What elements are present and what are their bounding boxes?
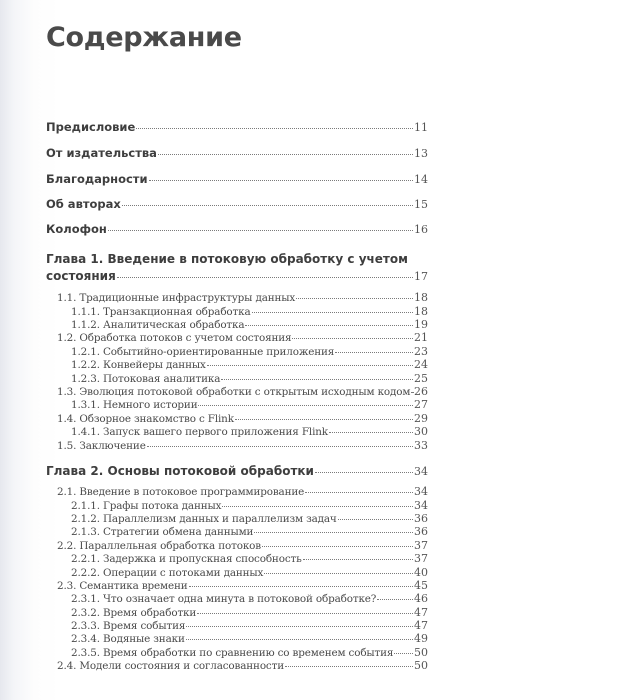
dot-leader <box>198 405 413 406</box>
page-number: 16 <box>414 223 428 236</box>
page-number: 50 <box>414 646 428 659</box>
page-number: 34 <box>414 499 428 512</box>
page-number: 34 <box>414 465 428 478</box>
page-number: 11 <box>414 121 428 134</box>
entry-label: 1.3.1. Немного истории <box>71 399 198 411</box>
entry-label: 1.2.3. Потоковая аналитика <box>71 373 221 385</box>
page-number: 45 <box>414 579 428 592</box>
dot-leader <box>285 666 413 667</box>
dot-leader <box>264 573 413 574</box>
toc-subsection-item[interactable] <box>71 646 428 659</box>
dot-leader <box>305 492 413 493</box>
entry-label: 1.1. Традиционные инфраструктуры данных <box>57 292 296 304</box>
entry-label: 1.3. Эволюция потоковой обработки с открытым исходным кодом <box>57 386 411 398</box>
page-number: 47 <box>414 619 428 632</box>
page-number: 14 <box>414 173 428 186</box>
entry-label: Предисловие <box>46 120 136 134</box>
page-number: 19 <box>414 318 428 331</box>
toc-section-item[interactable] <box>57 412 428 425</box>
entry-label: От издательства <box>46 146 157 160</box>
entry-label: 2.2.2. Операции с потоками данных <box>71 567 264 579</box>
entry-label: 2.1.1. Графы потока данных <box>71 500 222 512</box>
entry-label: 1.4.1. Запуск вашего первого приложения Flink <box>71 426 328 438</box>
toc-subsection-item[interactable] <box>71 512 428 525</box>
entry-label: 1.1.1. Транзакционная обработка <box>71 306 251 318</box>
entry-label: 2.1. Введение в потоковое программирование <box>57 486 305 498</box>
dot-leader <box>222 506 413 507</box>
entry-label: Глава 2. Основы потоковой обработки <box>46 464 314 478</box>
entry-label: 1.1.2. Аналитическая обработка <box>71 319 245 331</box>
page-number: 17 <box>414 270 428 283</box>
entry-label: Благодарности <box>46 172 148 186</box>
chapter-title: Глава 1. Введение в потоковую обработку с учетом <box>46 252 408 266</box>
page-number: 21 <box>414 331 428 344</box>
dot-leader <box>147 446 413 447</box>
toc-subsection-item[interactable] <box>71 398 428 411</box>
toc-subsection-item[interactable] <box>71 358 428 371</box>
toc-subsection-item[interactable] <box>71 592 428 605</box>
entry-label: 2.3.5. Время обработки по сравнению со временем события <box>71 647 394 659</box>
page-number: 49 <box>414 632 428 645</box>
page-number: 47 <box>414 606 428 619</box>
toc-subsection-item[interactable] <box>71 619 428 632</box>
dot-leader <box>207 365 413 366</box>
page-number: 18 <box>414 305 428 318</box>
page-number: 25 <box>414 372 428 385</box>
toc-chapter-item[interactable] <box>46 269 428 283</box>
page-number: 15 <box>414 198 428 211</box>
page-number: 24 <box>414 358 428 371</box>
page-number: 13 <box>414 147 428 160</box>
toc-section-item[interactable] <box>57 385 428 398</box>
dot-leader <box>315 472 413 473</box>
entry-label: 1.2.1. Событийно-ориентированные приложения <box>71 346 335 358</box>
entry-label: состояния <box>46 269 116 283</box>
dot-leader <box>245 325 413 326</box>
dot-leader <box>149 180 413 181</box>
page-number: 34 <box>414 485 428 498</box>
toc-front-matter-item[interactable] <box>46 146 428 160</box>
dot-leader <box>186 639 413 640</box>
entry-label: 2.3.1. Что означает одна минута в потоковой обработке? <box>71 593 377 605</box>
toc-section-item[interactable] <box>57 659 428 672</box>
toc-subsection-item[interactable] <box>71 305 428 318</box>
toc-subsection-item[interactable] <box>71 425 428 438</box>
dot-leader <box>262 546 413 547</box>
page-number: 18 <box>414 291 428 304</box>
dot-leader <box>292 338 413 339</box>
dot-leader <box>394 653 413 654</box>
toc-subsection-item[interactable] <box>71 318 428 331</box>
dot-leader <box>122 205 413 206</box>
dot-leader <box>235 419 413 420</box>
toc-subsection-item[interactable] <box>71 372 428 385</box>
toc-section-item[interactable] <box>57 579 428 592</box>
dot-leader <box>303 559 413 560</box>
page-number: 29 <box>414 412 428 425</box>
dot-leader <box>136 128 413 129</box>
toc-subsection-item[interactable] <box>71 499 428 512</box>
dot-leader <box>117 277 413 278</box>
entry-label: 2.3.2. Время обработки <box>71 607 197 619</box>
toc-section-item[interactable] <box>57 331 428 344</box>
dot-leader <box>335 352 413 353</box>
page-number: 37 <box>414 539 428 552</box>
entry-label: 2.2.1. Задержка и пропускная способность <box>71 553 302 565</box>
toc-section-item[interactable] <box>57 291 428 304</box>
toc-section-item[interactable] <box>57 539 428 552</box>
toc-section-item[interactable] <box>57 439 428 452</box>
page-title: Содержание <box>46 22 242 53</box>
page-number: 33 <box>414 439 428 452</box>
toc-subsection-item[interactable] <box>71 566 428 579</box>
entry-label: Колофон <box>46 222 107 236</box>
dot-leader <box>338 519 413 520</box>
toc-subsection-item[interactable] <box>71 606 428 619</box>
page-number: 36 <box>414 525 428 538</box>
toc-front-matter-item[interactable] <box>46 222 428 236</box>
page-number: 50 <box>414 659 428 672</box>
toc-front-matter-item[interactable] <box>46 197 428 211</box>
page-number: 36 <box>414 512 428 525</box>
dot-leader <box>197 613 413 614</box>
entry-label: 2.3.4. Водяные знаки <box>71 633 185 645</box>
entry-label: 2.3.3. Время события <box>71 620 186 632</box>
entry-label: 2.1.2. Параллелизм данных и параллелизм задач <box>71 513 337 525</box>
toc-subsection-item[interactable] <box>71 525 428 538</box>
entry-label: Об авторах <box>46 197 121 211</box>
entry-label: 1.2.2. Конвейеры данных <box>71 359 206 371</box>
toc-chapter-item[interactable] <box>46 464 428 478</box>
page-number: 27 <box>414 398 428 411</box>
dot-leader <box>221 379 413 380</box>
toc-front-matter-item[interactable] <box>46 172 428 186</box>
entry-label: 1.5. Заключение <box>57 440 146 452</box>
toc-front-matter-item[interactable] <box>46 120 428 134</box>
dot-leader <box>329 432 413 433</box>
page-number: 40 <box>414 566 428 579</box>
dot-leader <box>411 392 413 393</box>
dot-leader <box>189 586 413 587</box>
dot-leader <box>377 599 413 600</box>
toc-subsection-item[interactable] <box>71 632 428 645</box>
entry-label: 2.1.3. Стратегии обмена данными <box>71 526 254 538</box>
toc-subsection-item[interactable] <box>71 552 428 565</box>
toc-subsection-item[interactable] <box>71 345 428 358</box>
entry-label: 2.3. Семантика времени <box>57 580 188 592</box>
dot-leader <box>108 230 413 231</box>
page-number: 23 <box>414 345 428 358</box>
dot-leader <box>254 532 413 533</box>
page-number: 26 <box>414 385 428 398</box>
page-number: 46 <box>414 592 428 605</box>
page-number: 37 <box>414 552 428 565</box>
page-number: 30 <box>414 425 428 438</box>
entry-label: 1.4. Обзорное знакомство с Flink <box>57 413 234 425</box>
dot-leader <box>252 312 413 313</box>
toc-section-item[interactable] <box>57 485 428 498</box>
dot-leader <box>158 154 413 155</box>
entry-label: 2.4. Модели состояния и согласованности <box>57 660 284 672</box>
dot-leader <box>296 298 413 299</box>
entry-label: 2.2. Параллельная обработка потоков <box>57 540 261 552</box>
entry-label: 1.2. Обработка потоков с учетом состояния <box>57 332 292 344</box>
dot-leader <box>186 626 413 627</box>
